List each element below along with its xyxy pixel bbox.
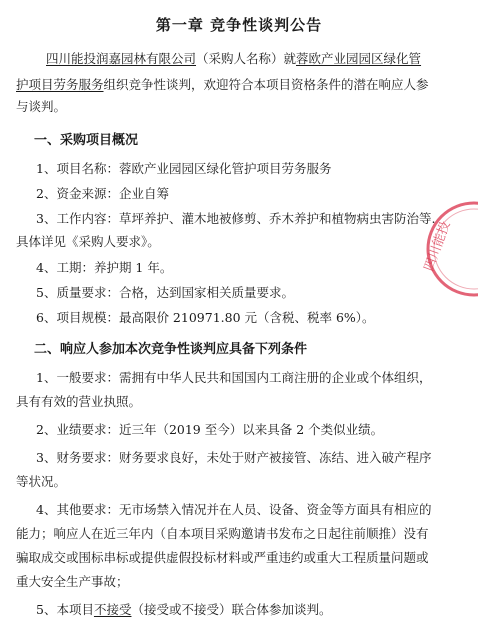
seal-icon <box>418 194 478 304</box>
section2-line: 4、其他要求：无市场禁入情况并在人员、设备、资金等方面具有相应的 <box>36 502 432 517</box>
section1-item: 3、工作内容：草坪养护、灌木地被修剪、乔木养护和植物病虫害防治等. <box>36 211 436 226</box>
svg-text:四川能投: 四川能投 <box>421 219 454 274</box>
company-seal-stamp <box>418 194 478 304</box>
intro-text: 组织竞争性谈判，欢迎符合本项目资格条件的潜在响应人参 <box>103 77 429 92</box>
intro-line-2 <box>16 76 429 94</box>
purchaser-name: 四川能投润嘉园林有限公司 <box>46 51 197 66</box>
intro-line-1 <box>46 50 421 68</box>
section2-line: 2、业绩要求：近三年（2019 至今）以来具备 2 个类似业绩。 <box>36 422 384 437</box>
section2-item5 <box>36 601 331 619</box>
section2-line: 具有有效的营业执照。 <box>16 394 142 409</box>
section2-line: 1、一般要求：需拥有中华人民共和国国内工商注册的企业或个体组织， <box>36 370 432 385</box>
item5-value: 不接受 <box>93 602 132 617</box>
section2-line: 骗取成交或围标串标或提供虚假投标材料或严重违约或重大工程质量问题或 <box>16 550 429 565</box>
section1-item: 具体详见《采购人要求》。 <box>16 234 160 249</box>
chapter-title: 第一章 竞争性谈判公告 <box>155 16 323 34</box>
section1-item: 6、项目规模：最高限价 210971.80 元（含税、税率 6%）。 <box>36 310 375 325</box>
section1-item: 2、资金来源：企业自筹 <box>36 186 169 201</box>
project-name-part2: 护项目劳务服务 <box>16 77 104 92</box>
project-name-part1: 蓉欧产业园园区绿化管 <box>296 51 422 66</box>
section2-line: 等状况。 <box>16 474 67 489</box>
section1-heading: 一、采购项目概况 <box>34 133 139 148</box>
intro-line-3: 与谈判。 <box>16 99 67 114</box>
section1-item: 4、工期：养护期 1 年。 <box>36 260 173 275</box>
item5-suffix: （接受或不接受）联合体参加谈判。 <box>131 602 332 617</box>
purchaser-label: （采购人名称）就 <box>196 51 297 66</box>
section2-heading: 二、响应人参加本次竞争性谈判应具备下列条件 <box>34 342 308 357</box>
section2-line: 3、财务要求：财务要求良好，未处于财产被接管、冻结、进入破产程序 <box>36 450 432 465</box>
section2-line: 重大安全生产事故； <box>16 574 129 589</box>
section1-item: 1、项目名称：蓉欧产业园园区绿化管护项目劳务服务 <box>36 161 332 176</box>
item5-prefix: 5、本项目 <box>36 602 94 617</box>
section2-line: 能力；响应人在近三年内（自本项目采购邀请书发布之日起往前顺推）没有 <box>16 526 429 541</box>
section1-item: 5、质量要求：合格，达到国家相关质量要求。 <box>36 285 294 300</box>
